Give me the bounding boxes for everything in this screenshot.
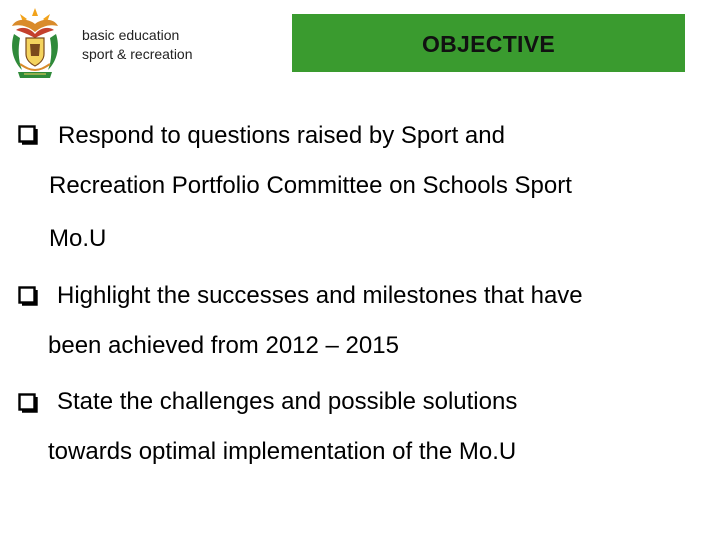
slide-title: OBJECTIVE <box>421 30 556 57</box>
checkbox-icon <box>18 125 38 145</box>
checkbox-icon <box>18 286 38 306</box>
list-item-text: Mo.U <box>49 225 107 252</box>
list-item-text: towards optimal implementation of the Mo.U <box>48 438 517 465</box>
org-name-line1: basic education <box>82 27 180 43</box>
list-item-text: Highlight the successes and milestones that have <box>57 282 583 309</box>
title-banner <box>292 14 685 72</box>
org-name-line2: sport & recreation <box>82 46 193 62</box>
organisation-name <box>82 26 193 64</box>
coat-of-arms-icon <box>6 4 64 80</box>
list-item-text: Respond to questions raised by Sport and <box>58 122 505 149</box>
list-item-text: been achieved from 2012 – 2015 <box>48 332 399 359</box>
list-item-text: Recreation Portfolio Committee on Schools Sport <box>49 172 572 199</box>
checkbox-icon <box>18 393 38 413</box>
department-logo <box>6 4 256 80</box>
list-item-text: State the challenges and possible solutions <box>57 388 518 415</box>
